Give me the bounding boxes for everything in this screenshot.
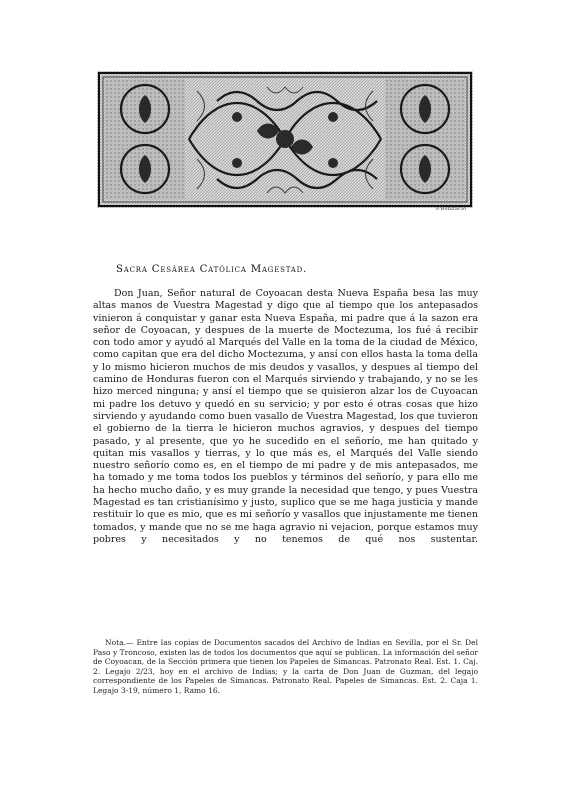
ornamental-headpiece (97, 71, 473, 208)
letter-salutation: Sacra Cesárea Católica Magestad. (116, 264, 308, 275)
engraver-signature: F.Bonifacio (436, 206, 467, 212)
footnote: Nota.— Entre las copias de Documentos sacados del Archivo de Indias en Sevilla, por el Sr. Del Paso y Troncoso, existen las de todos los documentos que aquí se publican. La información del señor de Coyoacan, de la Sección primera que tienen los Papeles de Simancas. Patronato Real. Est. 1. Caj. 2. Legajo 2/23, hoy en el archivo de Indias; y la carta de Don Juan de Guzman, del legajo correspondiente de los Papeles de Simancas. Patronato Real. Papeles de Simancas. Est. 2. Caja 1. Legajo 3-19, número 1, Ramo 16. (93, 638, 478, 695)
ornament-engraving (97, 71, 473, 208)
letter-body: Don Juan, Señor natural de Coyoacan desta Nueva España besa las muy altas manos de Vuestra Magestad y digo que al tiempo que los antepasados vinieron á conquistar y ganar esta Nueva España, mi padre que á la sazon era señor de Coyoacan, y despues de la muerte de Moctezuma, los fué á recibir con todo amor y ayudó al Marqués del Valle en la toma de la ciudad de México, como capitan que era del dicho Moctezuma, y ansí con ellos hasta la toma della y lo mismo hicieron muchos de mis deudos y vasallos, y despues al tiempo del camino de Honduras fueron con el Marqués sirviendo y trabajando, y no se les hizo merced ninguna; y ansí el tiempo que se quisieron alzar los de Cuyoacan mi padre los detuvo y quedó en su servicio; y por esto é otras cosas que hizo sirviendo y ayudando como buen vasallo de Vuestra Magestad, los que tuvieron el gobierno de la tierra le hicieron muchos agravios, y despues del tiempo pasado, y al presente, que yo he sucedido en el señorío, me han quitado y quitan mis vasallos y tierras, y lo que más es, el Marqués del Valle siendo nuestro señorío como es, en el tiempo de mi padre y de mis antepasados, me ha tomado y me toma todos los pueblos y términos del señorío, y para ello me ha hecho mucho daño, y es muy grande la necesidad que tengo, y pues Vuestra Magestad es tan cristianísimo y justo, suplico que se me haga justicia y mande restituir lo que es mio, que es mi señorío y vasallos que injustamente me tienen tomados, y mande que no se me haga agravio ni vejacion, porque estamos muy pobres y necesitados y no tenemos de qué nos sustentar. (93, 288, 478, 545)
